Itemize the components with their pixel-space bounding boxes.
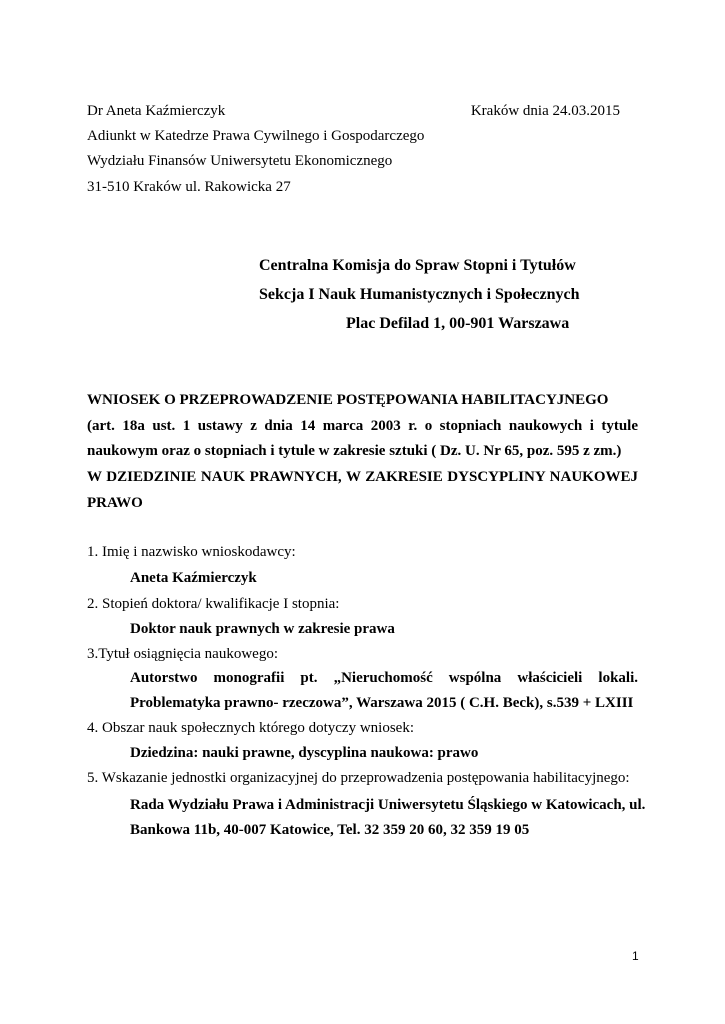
page-number: 1 (632, 949, 639, 963)
item-3-label: 3.Tytuł osiągnięcia naukowego: (87, 646, 278, 662)
sender-address: 31-510 Kraków ul. Rakowicka 27 (87, 179, 291, 195)
place-date: Kraków dnia 24.03.2015 (470, 103, 620, 119)
heading-line-1: WNIOSEK O PRZEPROWADZENIE POSTĘPOWANIA HABILITACYJNEGO (87, 392, 609, 408)
item-3-value-line-1: Autorstwo monografii pt. „Nieruchomość wspólna właścicieli lokali. (130, 670, 638, 686)
heading-line-2: (art. 18a ust. 1 ustawy z dnia 14 marca 2003 r. o stopniach naukowych i tytule (87, 418, 638, 434)
heading-line-3: naukowym oraz o stopniach i tytule w zakresie sztuki ( Dz. U. Nr 65, poz. 595 z zm.) (87, 443, 622, 459)
heading-line-4: W DZIEDZINIE NAUK PRAWNYCH, W ZAKRESIE DYSCYPLINY NAUKOWEJ (87, 469, 638, 485)
item-2-value: Doktor nauk prawnych w zakresie prawa (130, 621, 395, 637)
item-4-label: 4. Obszar nauk społecznych którego dotyczy wniosek: (87, 720, 414, 736)
item-2-label: 2. Stopień doktora/ kwalifikacje I stopnia: (87, 596, 340, 612)
item-3-value-line-2: Problematyka prawno- rzeczowa”, Warszawa 2015 ( C.H. Beck), s.539 + LXIII (130, 695, 634, 711)
sender-name: Dr Aneta Kaźmierczyk (87, 103, 226, 119)
item-5-value-line-2: Bankowa 11b, 40-007 Katowice, Tel. 32 359 20 60, 32 359 19 05 (130, 822, 530, 838)
item-1-label: 1. Imię i nazwisko wnioskodawcy: (87, 544, 296, 560)
item-5-label: 5. Wskazanie jednostki organizacyjnej do przeprowadzenia postępowania habilitacyjnego: (87, 770, 630, 786)
item-1-value: Aneta Kaźmierczyk (130, 570, 257, 586)
item-4-value: Dziedzina: nauki prawne, dyscyplina naukowa: prawo (130, 745, 479, 761)
recipient-line-3: Plac Defilad 1, 00-901 Warszawa (346, 315, 570, 332)
recipient-line-1: Centralna Komisja do Spraw Stopni i Tytułów (259, 257, 576, 274)
recipient-line-2: Sekcja I Nauk Humanistycznych i Społecznych (259, 286, 580, 303)
item-5-value-line-1: Rada Wydziału Prawa i Administracji Uniwersytetu Śląskiego w Katowicach, ul. (130, 797, 646, 813)
heading-line-5: PRAWO (87, 495, 143, 511)
sender-faculty: Wydziału Finansów Uniwersytetu Ekonomicznego (87, 153, 393, 169)
sender-position: Adiunkt w Katedrze Prawa Cywilnego i Gospodarczego (87, 128, 425, 144)
